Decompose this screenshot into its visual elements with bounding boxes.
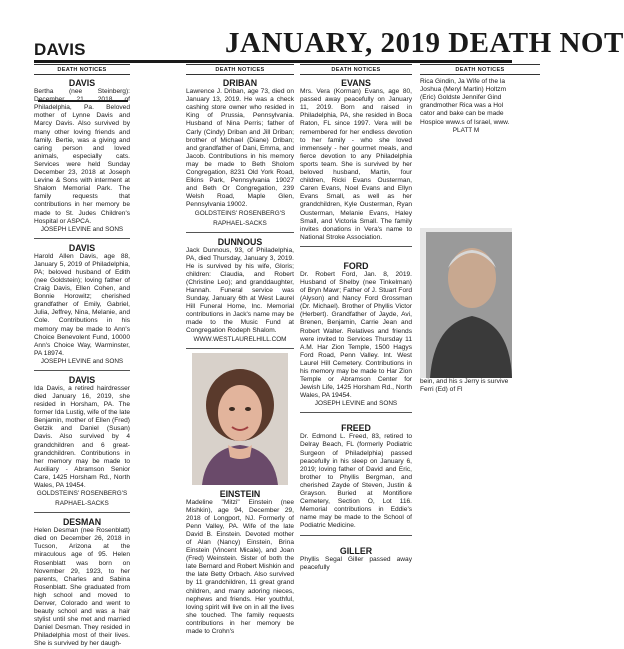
- divider: [300, 535, 412, 536]
- obituary-name: GILLER: [339, 545, 373, 556]
- obituary-name: FREED: [341, 423, 371, 434]
- funeral-home-credit: JOSEPH LEVINE and SONS: [40, 225, 124, 233]
- funeral-home-credit: GOLDSTEINS' ROSENBERG'S: [194, 209, 286, 217]
- divider: [34, 370, 130, 371]
- portrait-photo: [192, 353, 288, 485]
- obituary-name: DAVIS: [68, 78, 96, 89]
- funeral-home-credit: RAPHAEL-SACKS: [213, 219, 267, 227]
- section-header: DEATH NOTICES: [420, 64, 540, 75]
- divider: [300, 412, 412, 413]
- obituary-name: DRIBAN: [222, 78, 258, 89]
- column-3: [300, 64, 412, 571]
- divider: [34, 238, 130, 239]
- section-header: DEATH NOTICES: [34, 64, 130, 75]
- funeral-home-credit: RAPHAEL-SACKS: [55, 500, 109, 508]
- obituary-name: DESMAN: [62, 517, 102, 528]
- divider: [186, 232, 294, 233]
- obituary-text: Mrs. Vera (Korman) Evans, age 80, passed away peacefully on January 11, 2019. Born and raised in Philadelphia, PA, she resided in Boca Raton, FL since 1997. Vera will be remembered for her endless devotion to her family - who she loved immensely - her gourmet meals, and fierce devotion to any Philadelphia sports team. She is survived by her beloved husband, Martin, four children, Ricki Evans Ousterman, Caren Evans, Noel Evans and Ellyn Evans Small, as well as her grandchildren, Kyle Ousterman, Ryan Ousterman, Melanie Evans, Haley Small, and Victoria Small. The family invites donations in Vera's name to National Stroke Association.: [300, 88, 412, 241]
- page-title: JANUARY, 2019 DEATH NOT: [225, 27, 624, 59]
- obituary-text: Helen Desman (nee Rosenblatt) died on December 26, 2018 in Tucson, Arizona at the miraculous age of 95. Helen Rosenblatt was born on November 29, 1923, to her parents, Charles and Sabina Rosenblatt. She graduated from high school and moved to Denver, Colorado and went to beauty school and was a hair stylist until she met and married Daniel Desman. They resided in Philadelphia most of their lives. She is survived by her daugh-: [34, 527, 130, 648]
- funeral-home-credit: JOSEPH LEVINE and SONS: [314, 400, 398, 408]
- funeral-home-credit: JOSEPH LEVINE and SONS: [40, 357, 124, 365]
- obituary-text: Madeline "Mitzi" Einstein (nee Mishkin), age 94, December 29, 2018 of Longport, NJ. Formerly of Penn Valley, PA. Wife of the late David B. Einstein. Devoted mother of Alan (Nancy) Einstein, Brina Einstein (Vincent Micale), and Joan (Fred) Weinstein. Sister of both the late Bernard and Robert Mishkin and the late Betty Orbach. Also survived by 11 grandchildren, 11 great grand children, and many adoring nieces, nephews and friends. Her youthful, loving spirit will live on in all the lives she touched. The family requests contributions in her memory be made to Crohn's: [186, 498, 294, 636]
- obituary-text: Dr. Edmond L. Freed, 83, retired to Delray Beach, FL (formerly Podiatric Surgeon of Philadelphia) passed peacefully in his sleep on January 6, 2019; loving father of David and Eric, brother to Phyllis Bergman, and cherished Zayde of Steven, Justin & Grayson. Buried at Montifiore Cemetery, Section O, Lot 116. Memorial contributions in Eddie's name may be made to the School of Podiatric Medicine.: [300, 433, 412, 530]
- obituary-text: Harold Allen Davis, age 88, January 5, 2019 of Philadelphia, PA; beloved husband of Edith (nee Goldstein); loving father of Craig Davis, Ellen Cohen, and Bonnie Horowitz; cherished grandfather of Emily, Gabriel, Julia, Jeffrey, Nina, Melanie, and Cole. Contributions in his memory may be made to Ann's Choice Benevolent Fund, 10000 Ann's Choice Way, Warminster, PA 18974.: [34, 252, 130, 357]
- column-1: [34, 64, 130, 648]
- obituary-text: Ida Davis, a retired hairdresser died January 16, 2019, she resided in Horsham, PA. The former Ida Lustig, wife of the late Benjamin, mother of Ellen (Fred) Getzik and Daniel (Susan) Davis. Also survived by 4 grandchildren and 6 great-grandchildren. Contributions in her memory may be made to Auxiliary - Abramson Senior Care, 1425 Horsham Rd., North Wales, PA 19454.: [34, 384, 130, 490]
- divider: [34, 512, 130, 513]
- obituary-text: Lawrence J. Driban, age 73, died on January 13, 2019. He was a check cashing store owner who resided in King of Prussia, Pennsylvania. Husband of Nina Perris; father of Carly (Cindy) Driban and Jill Driban; brother of Michael (Diane) Driban; and grandfather of Dani, Emma, and Jacob. Contributions in his memory may be made to Beth Sholom Congregation, 8231 Old York Road, Elkins Park, Pennsylvania 19027 and Beth Or Congregation, 239 Welsh Road, Maple Glen, Pennsylvania 19002.: [186, 88, 294, 209]
- website-credit: WWW.WESTLAURELHILL.COM: [193, 335, 287, 343]
- obituary-name: DUNNOUS: [217, 236, 263, 247]
- divider: [300, 246, 412, 247]
- obituary-name: DAVIS: [68, 242, 96, 253]
- column-2: [186, 64, 294, 636]
- section-header: DEATH NOTICES: [186, 64, 294, 75]
- obituary-text: Jack Dunnous, 93, of Philadelphia, PA, died Thursday, January 3, 2019. He is survived by his wife, Gloris; children: Claudia, and Robert (Christine Leo); and granddaughter, Hannah. Funeral service was Sunday, January 6th at West Laurel Hill Funeral Home, Inc. Memorial contributions in Jack's name may be made to the Music Fund at Congregation Rodeph Shalom.: [186, 246, 294, 335]
- obituary-name: DAVIS: [68, 374, 96, 385]
- obituary-name: FORD: [343, 260, 369, 271]
- portrait-photo: [420, 228, 512, 378]
- obituary-text: Rica Gindin, Ja Wife of the la Joshua (Meryl Martin) Holtzm (Eric) Goldste Jennifer Gind grandmother Rica was a Hol cator and bake can be made Hospice www.s of Israel, www.: [420, 78, 510, 126]
- obituary-text: bein, and his s Jerry is survive Ferri (Ed) of Fl: [420, 377, 509, 393]
- obituary-name: EVANS: [341, 78, 371, 89]
- funeral-home-credit: PLATT M: [452, 126, 480, 134]
- obituary-text: Bertha (nee Steinberg): December 21, 2018 of Philadelphia, Pa. Beloved mother of Lynne Davis and Marcy Davis. Also survived by many other loving friends and family. Bertie, was a giving and caring person and loved animals, especially cats. Services were held Sunday December 23, 2018 at Joseph Levine & Sons with interment at Shalom Memorial Park. The family requests that contributions in her memory be made to St. Judes Children's Hospital or ASPCA.: [34, 88, 130, 225]
- funeral-home-credit: GOLDSTEINS' ROSENBERG'S: [36, 490, 128, 498]
- obituary-name: EINSTEIN: [219, 488, 261, 499]
- divider: [186, 348, 294, 349]
- obituary-text: Dr. Robert Ford, Jan. 8, 2019. Husband of Shelby (nee Tinkelman) of Bryn Mawr; Father of J. Stuart Ford (Alyson) and Nancy Ford Grossman (Dr. Michael). Brother of Phyllis Victor (Herbert). Grandfather of Jayde, Avi, Brenen, Benjamin, Carrie Jean and Robert Walter. Relatives and friends were invited to Services Thursday 11 A.M. Har Zion Temple, 1500 Hagys Ford Road, Penn Valley. Int. West Laurel Hill Cemetery. Contributions in his memory may be made to Har Zion Temple or Abramson Center for Jewish Life, 1425 Horsham Rd., North Wales, PA 19454.: [300, 270, 412, 400]
- obituary-text: Phyllis Segal Giller passed away peacefully: [300, 555, 412, 571]
- section-header: DEATH NOTICES: [300, 64, 412, 75]
- running-head: DAVIS: [34, 40, 86, 59]
- title-rule: [34, 60, 512, 63]
